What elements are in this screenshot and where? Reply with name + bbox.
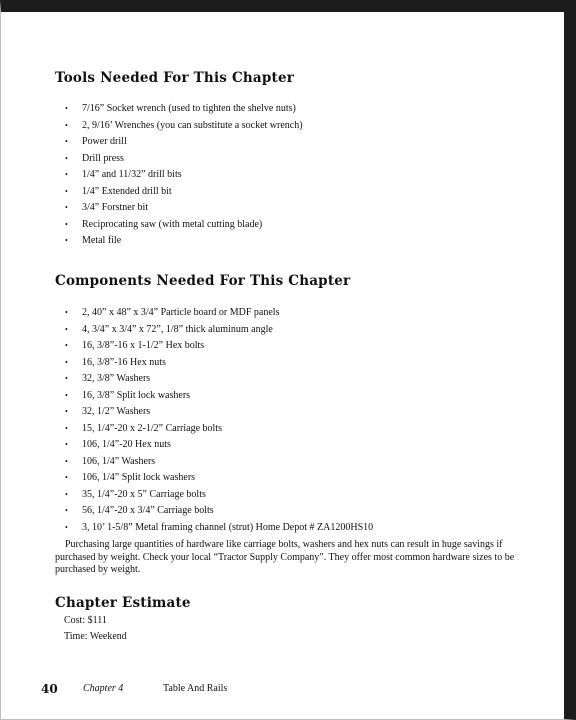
list-item-text: 3, 10’ 1-5/8” Metal framing channel (strut) Home Depot # ZA1200HS10 [82,521,374,533]
list-item-text: 16, 3/8” Split lock washers [82,389,191,401]
bullet-icon: • [65,407,68,416]
estimate-heading: Chapter Estimate [55,595,191,611]
list-item [65,503,373,520]
list-item-text: 35, 1/4”-20 x 5” Carriage bolts [82,488,206,500]
tools-heading: Tools Needed For This Chapter [55,70,295,86]
bullet-icon: • [65,423,68,433]
bullet-icon: • [65,341,68,350]
bullet-icon: • [65,324,68,334]
tools-list [65,101,303,250]
list-item-text: 2, 40” x 48” x 3/4” Particle board or MDF panels [82,307,280,318]
list-item-text: 4, 3/4” x 3/4” x 72”, 1/8” thick aluminum angle [82,323,273,335]
list-item-text: Power drill [82,136,127,147]
bullet-icon: • [65,120,68,130]
list-item [65,404,373,421]
footer-chapter-title: Table And Rails [163,683,228,694]
list-item-text: 106, 1/4” Washers [82,455,156,467]
bullet-icon: • [65,456,68,466]
hardware-savings-note: Purchasing large quantities of hardware like carriage bolts, washers and hex nuts can result in huge savings if purchased by weight. Check your local “Tractor Supply Company”. They offer most common hardware sizes to be purchased by weight. [55,539,515,575]
list-item [65,371,373,388]
list-item [65,134,303,151]
list-item [65,520,373,537]
footer-chapter-label: Chapter 4 [83,683,124,694]
list-item-text: Drill press [82,152,124,164]
bullet-icon: • [65,186,68,196]
list-item-text: 16, 3/8”-16 Hex nuts [82,356,166,368]
components-heading: Components Needed For This Chapter [55,273,351,289]
bullet-icon: • [65,236,68,245]
bullet-icon: • [65,473,68,482]
list-item-text: 1/4” Extended drill bit [82,185,172,197]
bullet-icon: • [65,308,68,317]
list-item [65,487,373,504]
page-number: 40 [41,682,58,696]
list-item [65,118,303,135]
bullet-icon: • [65,374,68,383]
bullet-icon: • [65,219,68,229]
bullet-icon: • [65,137,68,146]
list-item [65,184,303,201]
list-item [65,437,373,454]
list-item-text: 106, 1/4” Split lock washers [82,472,196,483]
bullet-icon: • [65,104,68,113]
list-item [65,217,303,234]
bullet-icon: • [65,440,68,449]
components-list [65,305,373,536]
list-item-text: 106, 1/4”-20 Hex nuts [82,439,171,450]
list-item-text: 2, 9/16’ Wrenches (you can substitute a socket wrench) [82,119,303,131]
list-item-text: 7/16” Socket wrench (used to tighten the shelve nuts) [82,103,296,114]
list-item-text: 1/4” and 11/32” drill bits [82,169,182,180]
list-item-text: 56, 1/4”-20 x 3/4” Carriage bolts [82,505,214,516]
bullet-icon: • [65,203,68,212]
list-item-text: 32, 1/2” Washers [82,406,151,417]
list-item [65,305,373,322]
list-item [65,355,373,372]
list-item-text: Metal file [82,235,122,246]
bullet-icon: • [65,522,68,532]
estimate-time: Time: Weekend [64,631,127,642]
list-item-text: 16, 3/8”-16 x 1-1/2” Hex bolts [82,340,205,351]
list-item [65,388,373,405]
bullet-icon: • [65,489,68,499]
list-item [65,101,303,118]
list-item [65,151,303,168]
list-item [65,470,373,487]
list-item [65,421,373,438]
list-item-text: 15, 1/4”-20 x 2-1/2” Carriage bolts [82,422,222,434]
estimate-cost: Cost: $111 [64,615,107,626]
bullet-icon: • [65,506,68,515]
bullet-icon: • [65,153,68,163]
list-item-text: 3/4” Forstner bit [82,202,149,213]
list-item [65,233,303,250]
bullet-icon: • [65,170,68,179]
list-item [65,200,303,217]
list-item [65,454,373,471]
list-item-text: Reciprocating saw (with metal cutting blade) [82,218,263,230]
list-item [65,322,373,339]
bullet-icon: • [65,357,68,367]
list-item [65,167,303,184]
bullet-icon: • [65,390,68,400]
list-item [65,338,373,355]
list-item-text: 32, 3/8” Washers [82,373,151,384]
